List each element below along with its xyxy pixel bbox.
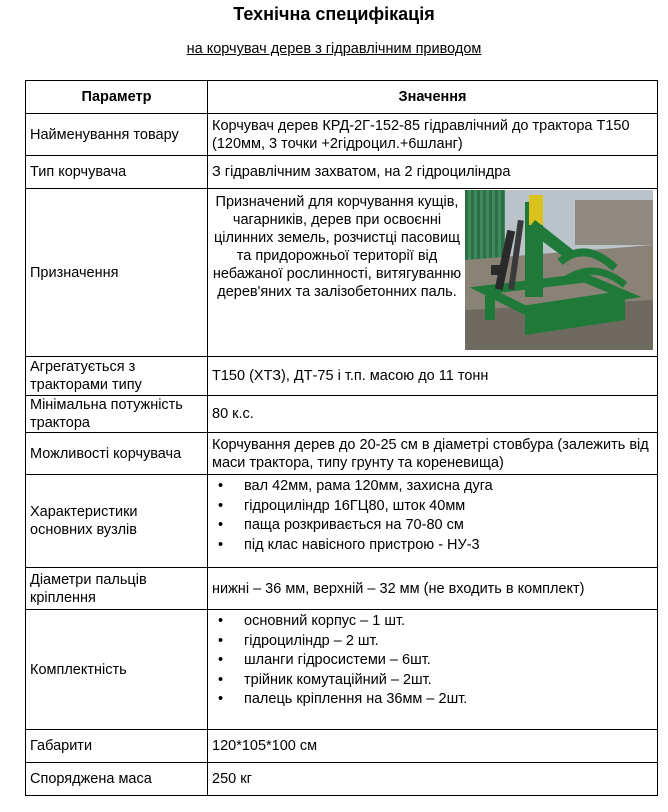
- bullet-icon: •: [218, 652, 224, 668]
- row-value: З гідравлічним захватом, на 2 гідроциліндра: [208, 156, 658, 189]
- table-row: [26, 433, 658, 475]
- row-param: Можливості корчувача: [26, 433, 208, 475]
- bullet-icon: •: [218, 613, 224, 629]
- table-row: [26, 763, 658, 796]
- bullet-icon: •: [218, 632, 224, 649]
- row-param: Мінімальна потужність трактора: [26, 396, 208, 433]
- list-item: • вал 42мм, рама 120мм, захисна дуга: [218, 477, 653, 497]
- table-row: [26, 396, 658, 433]
- tree-puller-photo: [465, 190, 653, 350]
- row-value: 250 кг: [208, 763, 658, 796]
- row-value: нижні – 36 мм, верхній – 32 мм (не входить в комплект): [208, 568, 658, 610]
- row-value: Корчування дерев до 20-25 см в діаметрі стовбура (залежить від маси трактора, типу грунту та кореневища): [208, 433, 658, 475]
- row-value-list: [208, 475, 658, 568]
- list-item: • гідроциліндр 16ГЦ80, шток 40мм: [218, 497, 653, 517]
- bullet-icon: •: [218, 671, 224, 688]
- list-item: • гідроциліндр – 2 шт.: [218, 632, 653, 652]
- table-row: [26, 475, 658, 568]
- row-param: Споряджена маса: [26, 763, 208, 796]
- row-value-list: [208, 610, 658, 730]
- row-value-purpose: [208, 189, 658, 357]
- list-item: • трійник комутаційний – 2шт.: [218, 671, 653, 691]
- list-item: • основний корпус – 1 шт.: [218, 612, 653, 632]
- package-list: [212, 610, 653, 712]
- spec-table: [25, 80, 658, 796]
- table-row: [26, 568, 658, 610]
- row-param: Тип корчувача: [26, 156, 208, 189]
- column-header-value: Значення: [208, 81, 658, 114]
- row-value: 80 к.с.: [208, 396, 658, 433]
- table-row: [26, 114, 658, 156]
- table-row: [26, 189, 658, 357]
- row-param: Габарити: [26, 730, 208, 763]
- bullet-icon: •: [218, 478, 224, 494]
- bullet-icon: •: [218, 691, 224, 707]
- row-param: Характеристики основних вузлів: [26, 475, 208, 568]
- row-param: Призначення: [26, 189, 208, 357]
- purpose-text: Призначений для корчування кущів, чагарників, дерев при освоєнні цілинних земель, розчистці пасовищ та придорожньої території від небажаної рослинності, витягуванню дерев'яних та залізобетонних паль.: [212, 194, 462, 300]
- row-value: Т150 (ХТЗ), ДТ-75 і т.п. масою до 11 тонн: [208, 357, 658, 396]
- bullet-icon: •: [218, 536, 224, 553]
- list-item: • під клас навісного пристрою - НУ-3: [218, 536, 653, 556]
- row-param: Найменування товару: [26, 114, 208, 156]
- page-subtitle: на корчувач дерев з гідравлічним приводом: [186, 41, 482, 57]
- list-item: • шланги гідросистеми – 6шт.: [218, 651, 653, 671]
- table-row: [26, 730, 658, 763]
- bullet-icon: •: [218, 497, 224, 514]
- column-header-parameter: Параметр: [26, 81, 208, 114]
- characteristics-list: [212, 475, 653, 557]
- list-item: • паща розкривається на 70-80 см: [218, 516, 653, 536]
- row-param: Агрегатується з тракторами типу: [26, 357, 208, 396]
- list-item: • палець кріплення на 36мм – 2шт.: [218, 690, 653, 710]
- table-header-row: [26, 81, 658, 114]
- row-param: Діаметри пальців кріплення: [26, 568, 208, 610]
- row-value: Корчувач дерев КРД-2Г-152-85 гідравлічний до трактора Т150 (120мм, 3 точки +2гідроцил.+6шланг): [208, 114, 658, 156]
- page-title: Технічна специфікація: [233, 4, 435, 24]
- bullet-icon: •: [218, 517, 224, 533]
- table-row: [26, 610, 658, 730]
- table-row: [26, 357, 658, 396]
- row-value: 120*105*100 см: [208, 730, 658, 763]
- table-row: [26, 156, 658, 189]
- row-param: Комплектність: [26, 610, 208, 730]
